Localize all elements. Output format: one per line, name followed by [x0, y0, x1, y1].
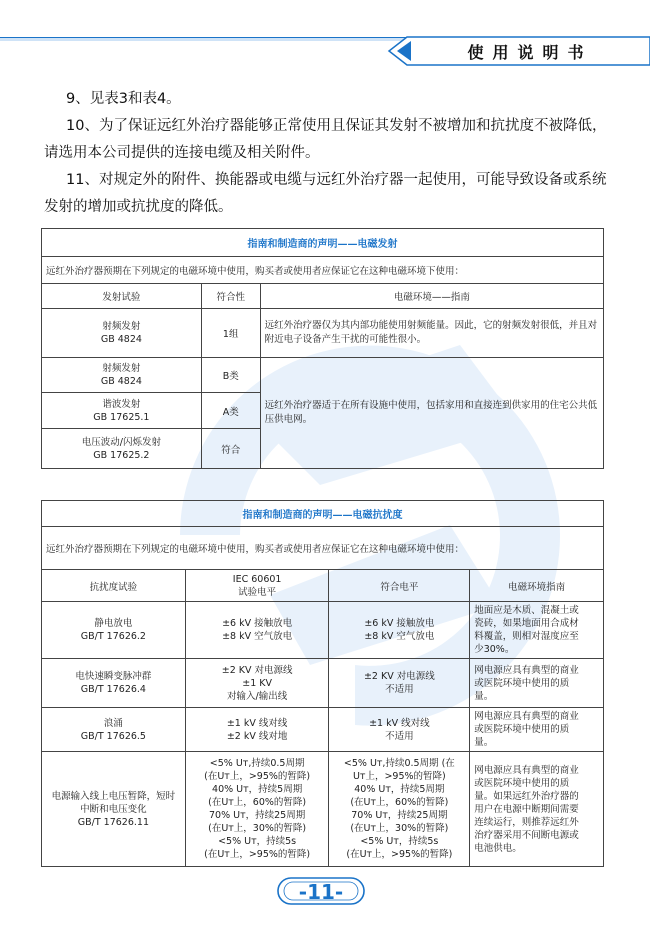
- header-test-level: 试验电平: [238, 586, 277, 598]
- guidance-text: 远红外治疗器仅为其内部功能使用射频能量。因此，它的射频发射很低，并且对附近电子设备产生干扰的可能性很小。: [260, 309, 603, 358]
- compliance-line: (在Uт上，30%的暂降): [350, 823, 449, 834]
- guidance-line: 网电源应具有典型的商业: [474, 764, 579, 776]
- test-name: 谐波发射: [102, 398, 141, 410]
- compliance-line: ±8 kV 空气放电: [364, 631, 435, 642]
- test-name: 中断和电压变化: [80, 803, 147, 815]
- guidance-line: 量。如果远红外治疗器的: [474, 790, 579, 802]
- header-compliance-level: 符合电平: [329, 570, 470, 602]
- level-line: ±6 kV 接触放电: [222, 618, 293, 629]
- compliance-line: 不适用: [385, 730, 414, 742]
- guidance-line: 连续运行，则推荐远红外: [474, 816, 579, 828]
- emission-table-intro: 远红外治疗器预期在下列规定的电磁环境中使用，购买者或使用者应保证它在这种电磁环境下使用：: [42, 257, 604, 284]
- guidance-line: 网电源应具有典型的商业: [474, 664, 579, 676]
- compliance-line: ±1 kV 线对线: [369, 717, 430, 729]
- emission-table: [41, 228, 604, 469]
- header-environment-guidance: 电磁环境——指南: [260, 284, 603, 309]
- level-line: (在Uт上，>95%的暂降): [204, 849, 311, 860]
- compliance-line: <5% Uт，持续5s: [360, 836, 439, 847]
- header-compliance: 符合性: [201, 284, 260, 309]
- test-name: 电快速瞬变脉冲群: [75, 671, 152, 682]
- guidance-line: 用户在电源中断期间需要: [474, 803, 579, 815]
- level-line: ±8 kV 空气放电: [222, 631, 293, 642]
- page-number: -11-: [298, 880, 344, 904]
- test-standard: GB 4824: [100, 376, 142, 387]
- guidance-line: 或医院环境中使用的质: [474, 677, 570, 689]
- paragraph-10: 10、为了保证远红外治疗器能够正常使用且保证其发射不被增加和抗扰度不被降低，请选用本公司提供的连接电缆及相关附件。: [44, 118, 607, 161]
- test-standard: GB/T 17626.4: [80, 684, 146, 695]
- guidance-line: 量。: [474, 690, 494, 702]
- header-emission-test: 发射试验: [42, 284, 202, 309]
- level-line: ±2 KV 对电源线: [221, 664, 293, 676]
- header-immunity-test: 抗扰度试验: [42, 570, 186, 602]
- compliance-line: ±2 KV 对电源线: [363, 671, 435, 682]
- table-row: [42, 659, 604, 708]
- table-row: [42, 358, 604, 393]
- guidance-line: 网电源应具有典型的商业: [474, 711, 579, 722]
- immunity-table: [41, 500, 604, 867]
- compliance-value: A类: [201, 393, 260, 429]
- guidance-line: 或医院环境中使用的质: [474, 724, 570, 735]
- header-title: 使用说明书: [467, 43, 593, 62]
- level-line: <5% Uт,持续0.5周期: [209, 758, 305, 769]
- test-name: 电源输入线上电压暂降，短时: [51, 790, 176, 802]
- header-iec-standard: IEC 60601: [232, 573, 282, 585]
- table-row: [42, 309, 604, 358]
- guidance-line: 量。: [474, 737, 494, 748]
- guidance-line: 少30%。: [474, 644, 515, 655]
- test-name: 电压波动/闪烁发射: [81, 436, 161, 448]
- level-line: ±2 kV 线对地: [226, 730, 288, 742]
- compliance-line: 不适用: [385, 684, 414, 695]
- guidance-line: 料覆盖，则相对湿度应至: [474, 631, 579, 642]
- compliance-line: (在Uт上，60%的暂降): [350, 797, 449, 808]
- level-line: (在Uт上，>95%的暂降): [204, 771, 311, 782]
- test-name: 射频发射: [102, 363, 141, 374]
- paragraph-11: 11、对规定外的附件、换能器或电缆与远红外治疗器一起使用，可能导致设备或系统发射的增加或抗扰度的降低。: [44, 172, 607, 215]
- level-line: 对输入/输出线: [227, 690, 288, 702]
- test-standard: GB/T 17626.11: [77, 816, 149, 828]
- level-line: 70% Uт，持续25周期: [209, 810, 306, 821]
- test-standard: GB 17625.2: [93, 449, 150, 461]
- emission-table-title: 指南和制造商的声明——电磁发射: [42, 229, 604, 257]
- immunity-table-title: 指南和制造商的声明——电磁抗扰度: [42, 501, 604, 527]
- test-standard: GB 17625.1: [93, 411, 150, 423]
- test-standard: GB/T 17626.5: [80, 730, 146, 742]
- compliance-value: 符合: [201, 429, 260, 469]
- guidance-line: 地面应是木质、混凝土或: [474, 605, 579, 616]
- test-standard: GB/T 17626.2: [80, 631, 146, 642]
- table-row: [42, 752, 604, 867]
- level-line: <5% Uт，持续5s: [218, 836, 297, 847]
- compliance-line: Uт上，>95%的暂降): [352, 771, 446, 782]
- shared-guidance-text: 远红外治疗器适于在所有设施中使用，包括家用和直接连到供家用的住宅公共低压供电网。: [260, 358, 603, 469]
- compliance-line: 40% Uт，持续5周期: [354, 784, 445, 795]
- header-environment-guidance: 电磁环境指南: [470, 570, 604, 602]
- compliance-line: 70% Uт，持续25周期: [351, 810, 448, 821]
- test-name: 射频发射: [102, 321, 141, 332]
- level-line: (在Uт上，30%的暂降): [208, 823, 307, 834]
- compliance-line: <5% Uт,持续0.5周期 (在: [343, 758, 455, 769]
- level-line: ±1 KV: [242, 677, 272, 689]
- compliance-line: ±6 kV 接触放电: [364, 618, 435, 629]
- level-line: ±1 kV 线对线: [226, 717, 288, 729]
- level-line: 40% Uт，持续5周期: [212, 784, 303, 795]
- guidance-line: 治疗器采用不间断电源或: [474, 829, 579, 841]
- compliance-value: B类: [201, 358, 260, 393]
- guidance-line: 电池供电。: [474, 842, 522, 854]
- test-standard: GB 4824: [100, 334, 142, 345]
- guidance-line: 瓷砖，如果地面用合成材: [474, 618, 579, 629]
- paragraph-9: 9、见表3和表4。: [66, 91, 181, 107]
- level-line: (在Uт上，60%的暂降): [208, 797, 307, 808]
- immunity-table-intro: 远红外治疗器预期在下列规定的电磁环境中使用，购买者或使用者应保证它在这种电磁环境中使用：: [42, 527, 604, 570]
- test-name: 静电放电: [94, 618, 133, 629]
- test-name: 浪涌: [103, 717, 123, 729]
- table-row: [42, 602, 604, 659]
- compliance-line: (在Uт上，>95%的暂降): [346, 849, 453, 860]
- guidance-line: 或医院环境中使用的质: [474, 777, 570, 789]
- compliance-value: 1组: [201, 309, 260, 358]
- table-row: [42, 708, 604, 752]
